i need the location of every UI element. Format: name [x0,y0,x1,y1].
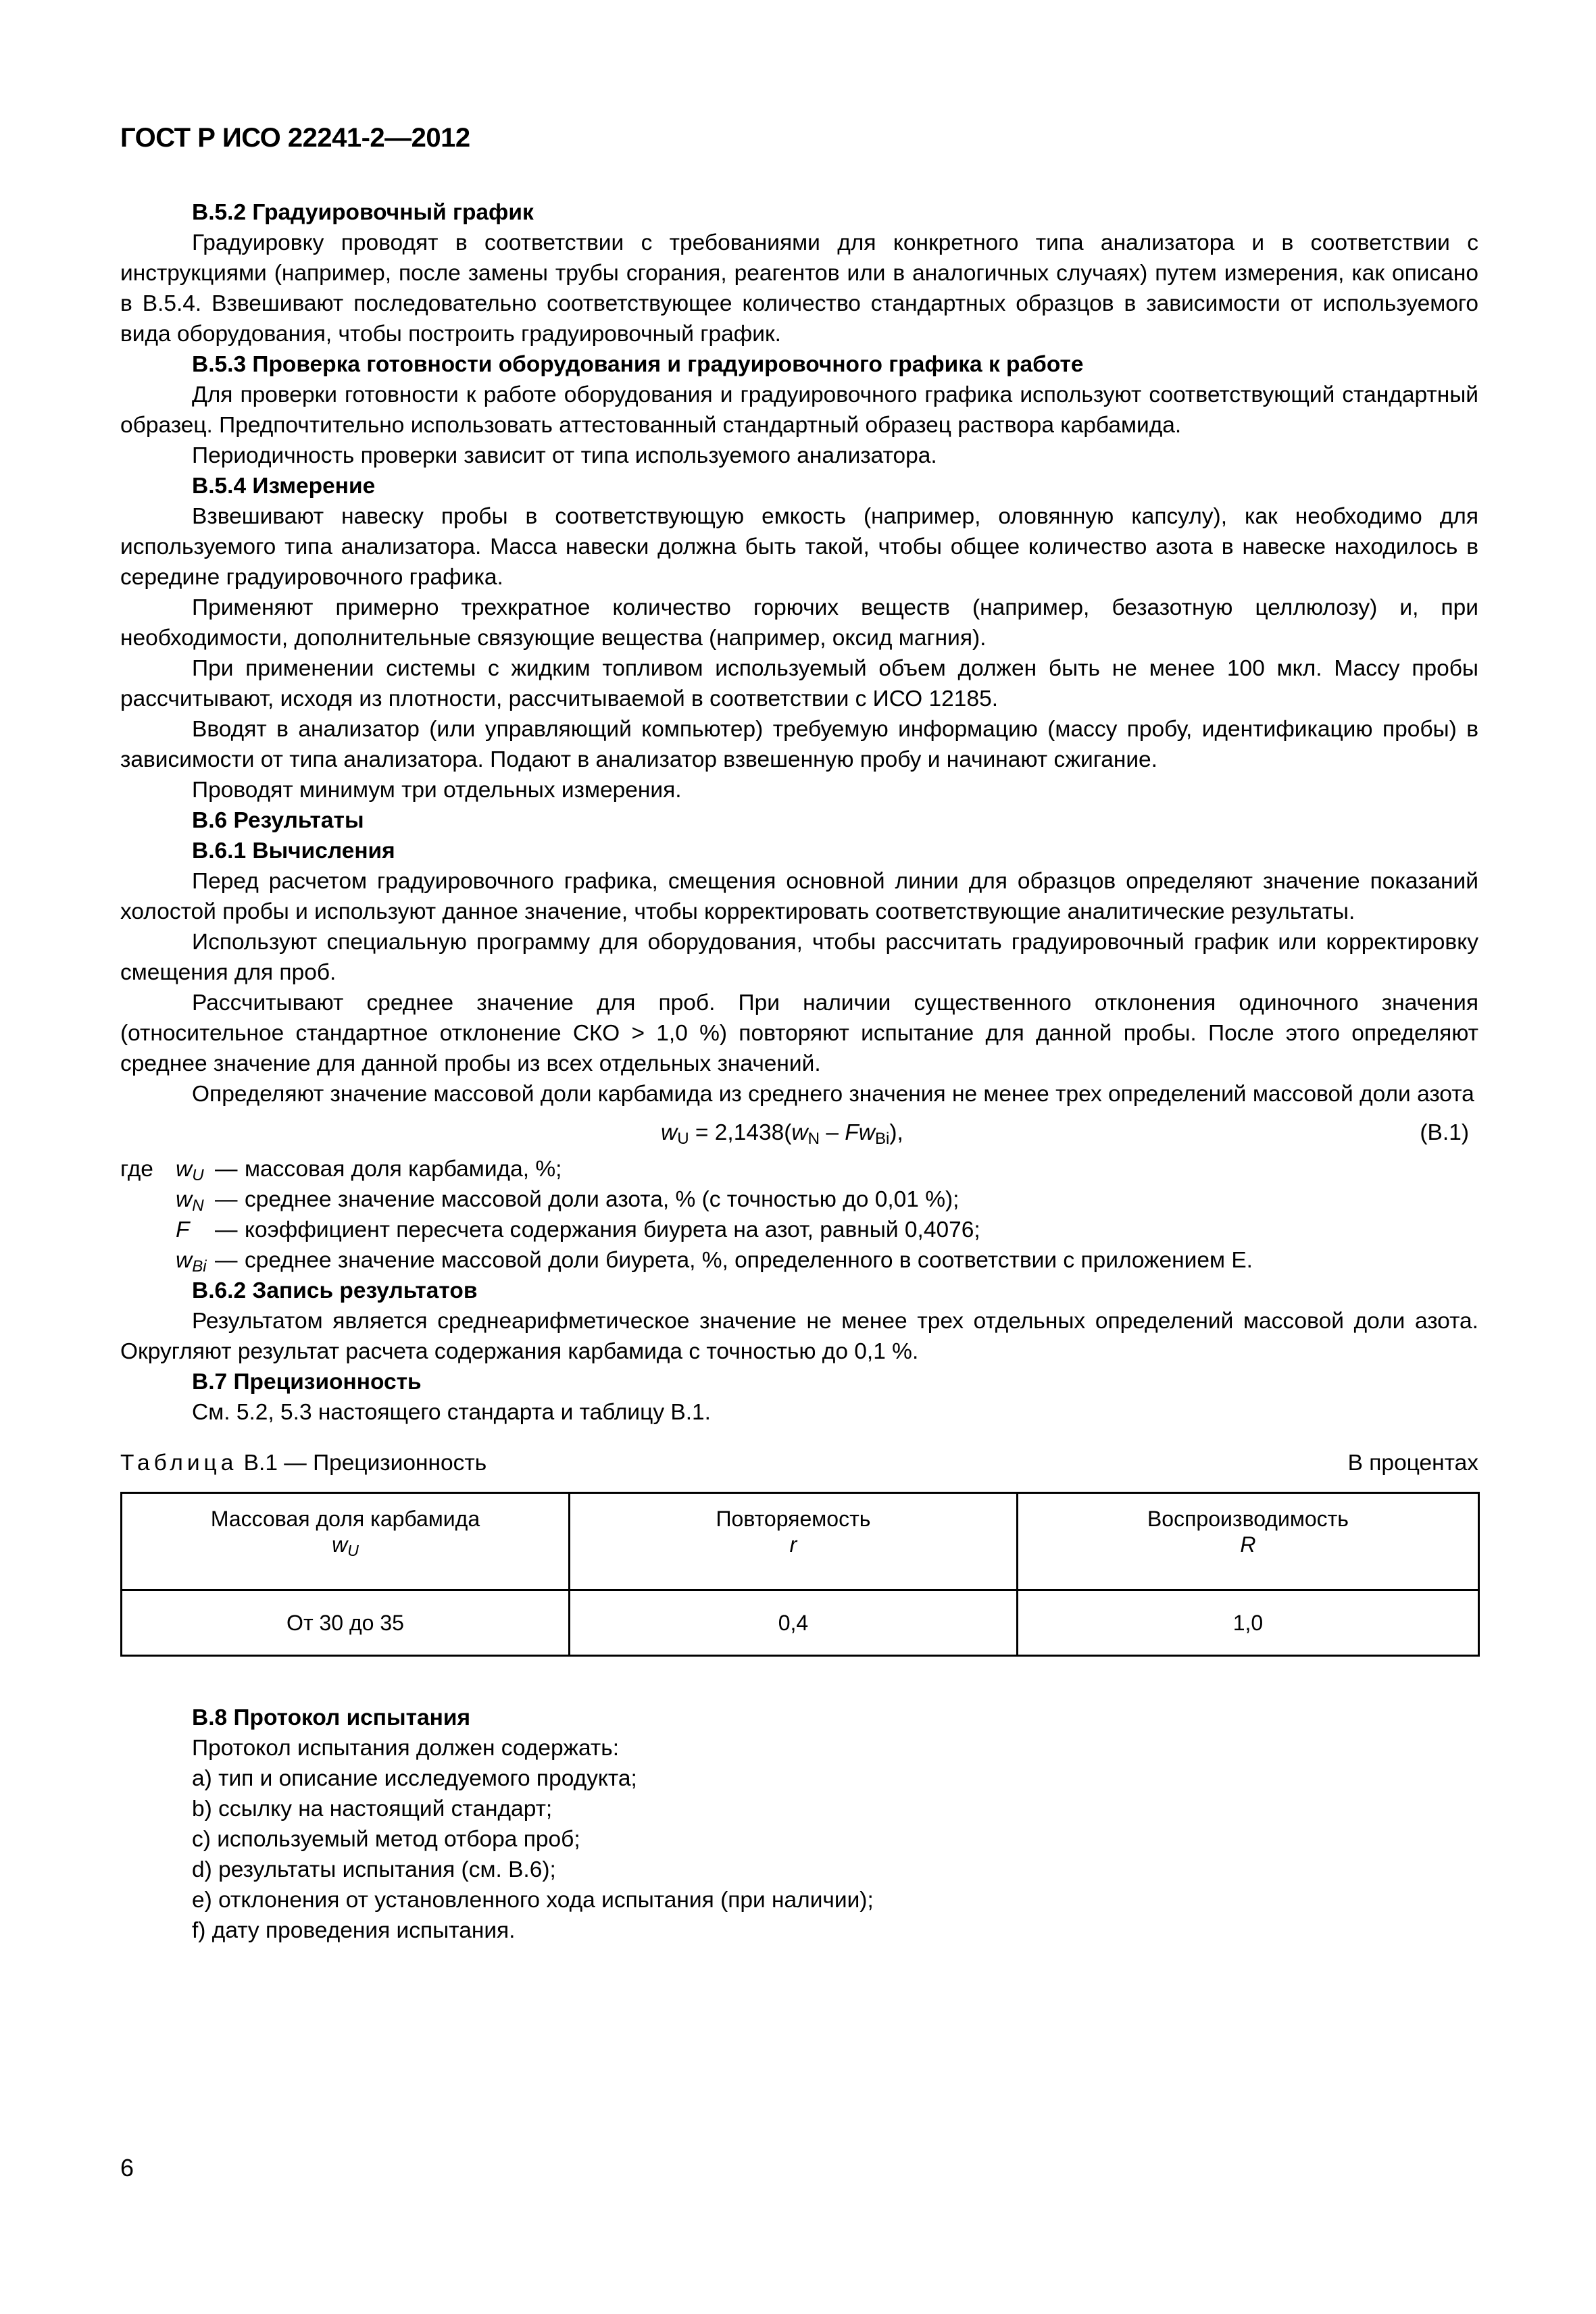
formula-number: (В.1) [1420,1120,1469,1145]
where-label: где [120,1157,153,1182]
table-header-cell: Воспроизводимость R [1017,1493,1478,1590]
paragraph: Периодичность проверки зависит от типа используемого анализатора. [192,443,937,468]
paragraph: Перед расчетом градуировочного графика, смещения основной линии для образцов определяют значение показаний холостой пробы и используют данное значение, чтобы корректировать соответствующие аналитические результаты. [120,869,1478,924]
table-cell: От 30 до 35 [122,1590,570,1656]
table-header-row [122,1493,1479,1590]
section-heading-b6: В.6 Результаты [192,808,364,833]
paragraph: Проводят минимум три отдельных измерения. [192,778,682,803]
table-caption [120,1448,1478,1478]
list-item: f) дату проведения испытания. [192,1918,516,1943]
section-heading-b54: В.5.4 Измерение [192,474,376,499]
list-item: d) результаты испытания (см. В.6); [192,1857,556,1882]
legend-text: среднее значение массовой доли азота, % (с точностью до 0,01 %); [245,1187,959,1212]
section-heading-b52: В.5.2 Градуировочный график [192,200,534,225]
paragraph: Протокол испытания должен содержать: [192,1736,620,1761]
table-cell: 1,0 [1017,1590,1478,1656]
formula-legend [120,1154,1478,1276]
legend-text: среднее значение массовой доли биурета, %, определенного в соответствии с приложением Е. [245,1248,1253,1273]
legend-symbol: F [176,1217,190,1242]
formula-b1 [120,1115,1478,1150]
table-units: В процентах [1347,1451,1478,1476]
legend-dash: — [215,1248,238,1273]
legend-text: массовая доля карбамида, %; [245,1157,562,1182]
list-item: a) тип и описание исследуемого продукта; [192,1766,637,1791]
precision-table [120,1492,1480,1657]
table-cell: 0,4 [569,1590,1017,1656]
paragraph: Применяют примерно трехкратное количество горючих веществ (например, безазотную целлюлозу) и, при необходимости, дополнительные связующие вещества (например, оксид магния). [120,595,1478,651]
paragraph: Результатом является среднеарифметическое значение не менее трех отдельных определений массовой доли азота. Округляют результат расчета содержания карбамида с точностью до 0,1 %. [120,1309,1478,1364]
section-heading-b7: В.7 Прецизионность [192,1369,422,1394]
list-item: c) используемый метод отбора проб; [192,1827,580,1852]
table-header-cell: Массовая доля карбамида $w_U$ [122,1493,570,1590]
section-heading-b8: В.8 Протокол испытания [192,1705,471,1730]
paragraph: Градуировку проводят в соответствии с требованиями для конкретного типа анализатора и в соответствии с инструкциями (например, после замены трубы сгорания, реагентов или в аналогичных случаях) путем измерения, как описано в В.5.4. Взвешивают последовательно соответствующее количество стандартных образцов в зависимости от используемого вида оборудования, чтобы построить градуировочный график. [120,230,1478,347]
paragraph: Вводят в анализатор (или управляющий компьютер) требуемую информацию (массу пробу, идентификацию пробы) в зависимости от типа анализатора. Подают в анализатор взвешенную пробу и начинают сжигание. [120,717,1478,772]
list-item: b) ссылку на настоящий стандарт; [192,1796,553,1821]
paragraph: См. 5.2, 5.3 настоящего стандарта и таблицу В.1. [192,1400,711,1425]
legend-dash: — [215,1157,238,1182]
paragraph: Рассчитывают среднее значение для проб. При наличии существенного отклонения одиночного значения (относительное стандартное отклонение СКО > 1,0 %) повторяют испытание для данной пробы. После этого определяют среднее значение для данной пробы из всех отдельных значений. [120,990,1478,1076]
paragraph: Используют специальную программу для оборудования, чтобы рассчитать градуировочный график или корректировку смещения для проб. [120,930,1478,985]
section-heading-b61: В.6.1 Вычисления [192,838,395,863]
standard-header: ГОСТ Р ИСО 22241-2—2012 [120,123,470,153]
section-heading-b53: В.5.3 Проверка готовности оборудования и градуировочного графика к работе [192,352,1084,377]
legend-symbol: $w_U$ [176,1157,204,1185]
paragraph: Взвешивают навеску пробы в соответствующую емкость (например, оловянную капсулу), как необходимо для используемого типа анализатора. Масса навески должна быть такой, чтобы общее количество азота в навеске находилось в середине градуировочного графика. [120,504,1478,590]
table-row [122,1590,1479,1656]
legend-dash: — [215,1217,238,1242]
table-title: Таблица В.1 — Прецизионность [120,1451,487,1476]
paragraph: Определяют значение массовой доли карбамида из среднего значения не менее трех определений массовой доли азота [192,1082,1474,1107]
legend-symbol: $w_{Bi}$ [176,1248,207,1276]
table-header-cell: Повторяемость r [569,1493,1017,1590]
paragraph: Для проверки готовности к работе оборудования и градуировочного графика используют соответствующий стандартный образец. Предпочтительно использовать аттестованный стандартный образец раствора карбамида. [120,382,1478,438]
list-item: e) отклонения от установленного хода испытания (при наличии); [192,1888,874,1913]
formula-expression: $w_U = 2,1438(w_N - Fw_{Bi})$, [661,1120,903,1149]
document-body [120,197,1478,1946]
legend-symbol: $w_N$ [176,1187,204,1215]
legend-text: коэффициент пересчета содержания биурета на азот, равный 0,4076; [245,1217,980,1242]
section-heading-b62: В.6.2 Запись результатов [192,1278,478,1303]
paragraph: При применении системы с жидким топливом используемый объем должен быть не менее 100 мкл. Массу пробы рассчитывают, исходя из плотности, рассчитываемой в соответствии с ИСО 12185. [120,656,1478,711]
page-number: 6 [120,2154,134,2182]
legend-dash: — [215,1187,238,1212]
